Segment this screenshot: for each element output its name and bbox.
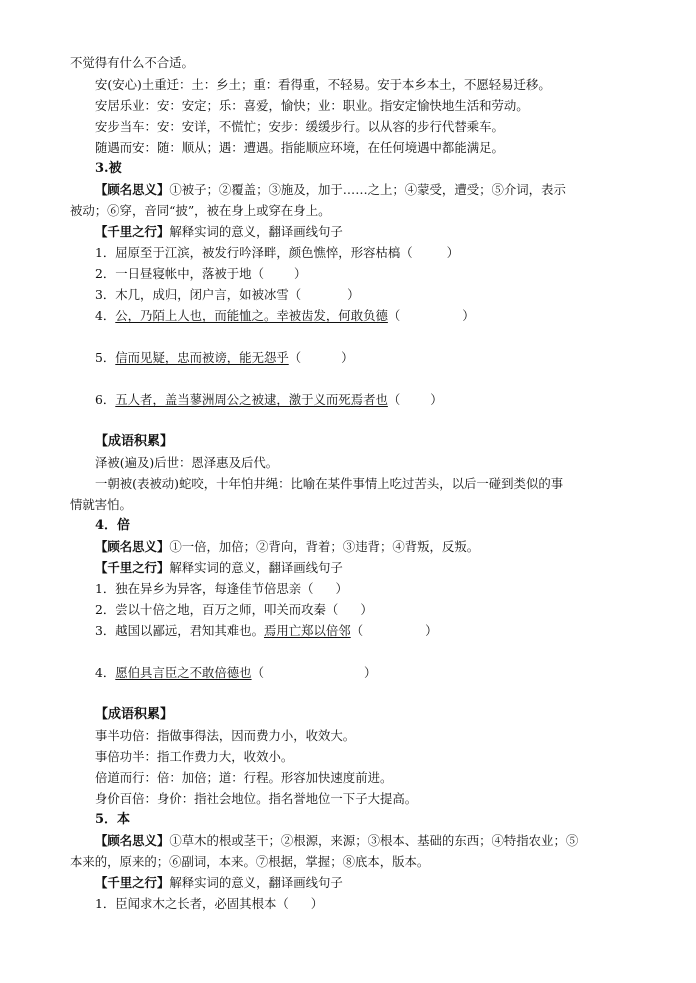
blank-open: （ — [251, 665, 264, 680]
question-number: 4． — [95, 665, 116, 680]
idiom-line: 随遇而安：随：顺从；遇：遭遇。指能顺应环境，在任何境遇中都能满足。 — [95, 140, 504, 155]
meaning-line — [95, 182, 628, 198]
idiom-line: 一朝被(表被动)蛇咬，十年怕井绳：比喻在某件事情上吃过苦头，以后一碰到类似的事 — [95, 476, 564, 491]
meaning-text: ①草木的根或茎干；②根源，来源；③根本、基础的东西；④特指农业；⑤ — [169, 833, 579, 848]
question-1 — [95, 245, 459, 261]
question-4 — [95, 308, 475, 324]
idiom-line: 情就害怕。 — [70, 497, 132, 512]
question-6 — [95, 392, 443, 408]
blank-open: （ — [350, 623, 364, 638]
question-number: 4． — [95, 308, 116, 323]
section-heading: 5．本 — [95, 812, 131, 827]
idiom-heading: 【成语积累】 — [95, 707, 174, 722]
underlined-sentence: 焉用亡郑以倍邻 — [263, 623, 351, 638]
exercise-label: 【千里之行】 — [95, 224, 170, 239]
exercise-text: 解释实词的意义，翻译画线句子 — [169, 875, 343, 890]
question-text: 2．一日昼寝帐中，落被于地（ — [95, 266, 264, 281]
underlined-sentence: 愿伯具言臣之不敢倍德也 — [115, 665, 252, 680]
exercise-label: 【千里之行】 — [95, 875, 170, 890]
question-text: 2．尝以十倍之地，百万之师，叩关而攻秦（ — [95, 602, 339, 617]
idiom-line: 事倍功半：指工作费力大，收效小。 — [95, 749, 294, 764]
exercise-instruction — [95, 875, 343, 891]
exercise-instruction — [95, 560, 343, 576]
question-text: 1．臣闻求木之长者，必固其根本（ — [95, 896, 289, 911]
meaning-label: 【顾名思义】 — [95, 539, 170, 554]
underlined-sentence: 五人者，盖当蓼洲周公之被逮，激于义而死焉者也 — [115, 392, 388, 407]
blank-close: ） — [335, 581, 348, 596]
question-1 — [95, 581, 348, 597]
idiom-line: 身价百倍：身价：指社会地位。指名誉地位一下子大提高。 — [95, 791, 418, 806]
question-3 — [95, 623, 437, 639]
underlined-sentence: 信而见疑，忠而被谤，能无怨乎 — [115, 350, 289, 365]
meaning-text: 被动；⑥穿，音同“披”，被在身上或穿在身上。 — [70, 203, 331, 218]
question-text: 1．屈原至于江滨，被发行吟泽畔，颜色憔悴，形容枯槁（ — [95, 245, 413, 260]
question-number: 6． — [95, 392, 116, 407]
idiom-line: 安步当车：安：安详，不慌忙；安步：缓缓步行。以从容的步行代替乘车。 — [95, 119, 504, 134]
blank-close: ） — [430, 392, 443, 407]
question-2 — [95, 266, 306, 282]
idiom-line: 安(安心)土重迁：土：乡土；重：看得重，不轻易。安于本乡本土，不愿轻易迁移。 — [95, 77, 551, 92]
blank-open: （ — [288, 350, 302, 365]
blank-close: ） — [310, 896, 324, 911]
blank-open: （ — [387, 392, 401, 407]
meaning-text: ①被子；②覆盖；③施及，加于……之上；④蒙受，遭受；⑤介词，表示 — [169, 182, 566, 197]
idiom-line: 事半功倍：指做事得法，因而费力小，收效大。 — [95, 728, 356, 743]
text-line: 不觉得有什么不合适。 — [70, 55, 194, 70]
exercise-instruction — [95, 224, 343, 240]
exercise-text: 解释实词的意义，翻译画线句子 — [169, 560, 343, 575]
idiom-line: 泽被(遍及)后世：恩泽惠及后代。 — [95, 455, 279, 470]
question-1 — [95, 896, 323, 912]
idiom-line: 倍道而行：倍：加倍；道：行程。形容加快速度前进。 — [95, 770, 393, 785]
question-number: 5． — [95, 350, 116, 365]
exercise-label: 【千里之行】 — [95, 560, 170, 575]
question-2 — [95, 602, 373, 618]
blank-close: ） — [341, 350, 354, 365]
question-text: 3．越国以鄙远，君知其难也。 — [95, 623, 264, 638]
meaning-label: 【顾名思义】 — [95, 833, 170, 848]
blank-close: ） — [425, 623, 438, 638]
question-5 — [95, 350, 354, 366]
section-heading: 3.被 — [95, 161, 122, 176]
exercise-text: 解释实词的意义，翻译画线句子 — [169, 224, 343, 239]
blank-close: ） — [347, 287, 360, 302]
blank-close: ） — [293, 266, 307, 281]
section-heading: 4．倍 — [95, 518, 131, 533]
idiom-heading: 【成语积累】 — [95, 434, 174, 449]
blank-close: ） — [446, 245, 460, 260]
question-4 — [95, 665, 376, 681]
question-3 — [95, 287, 360, 303]
blank-close: ） — [360, 602, 373, 617]
meaning-line — [95, 833, 578, 849]
blank-close: ） — [462, 308, 475, 323]
idiom-line: 安居乐业：安：安定；乐：喜爱，愉快；业：职业。指安定愉快地生活和劳动。 — [95, 98, 529, 113]
meaning-text: ①一倍，加倍；②背向，背着；③违背；④背叛，反叛。 — [169, 539, 480, 554]
blank-close: ） — [363, 665, 377, 680]
meaning-line — [95, 539, 479, 555]
question-text: 3．木几，成归，闭户言，如被冰雪（ — [95, 287, 302, 302]
meaning-label: 【顾名思义】 — [95, 182, 170, 197]
blank-open: （ — [387, 308, 401, 323]
question-text: 1．独在异乡为异客，每逢佳节倍思亲（ — [95, 581, 314, 596]
underlined-sentence: 公，乃陌上人也，而能恤之。幸被齿发，何敢负德 — [115, 308, 388, 323]
meaning-text: 本来的，原来的；⑥副词，本来。⑦根据，掌握；⑧底本，版本。 — [70, 854, 430, 869]
